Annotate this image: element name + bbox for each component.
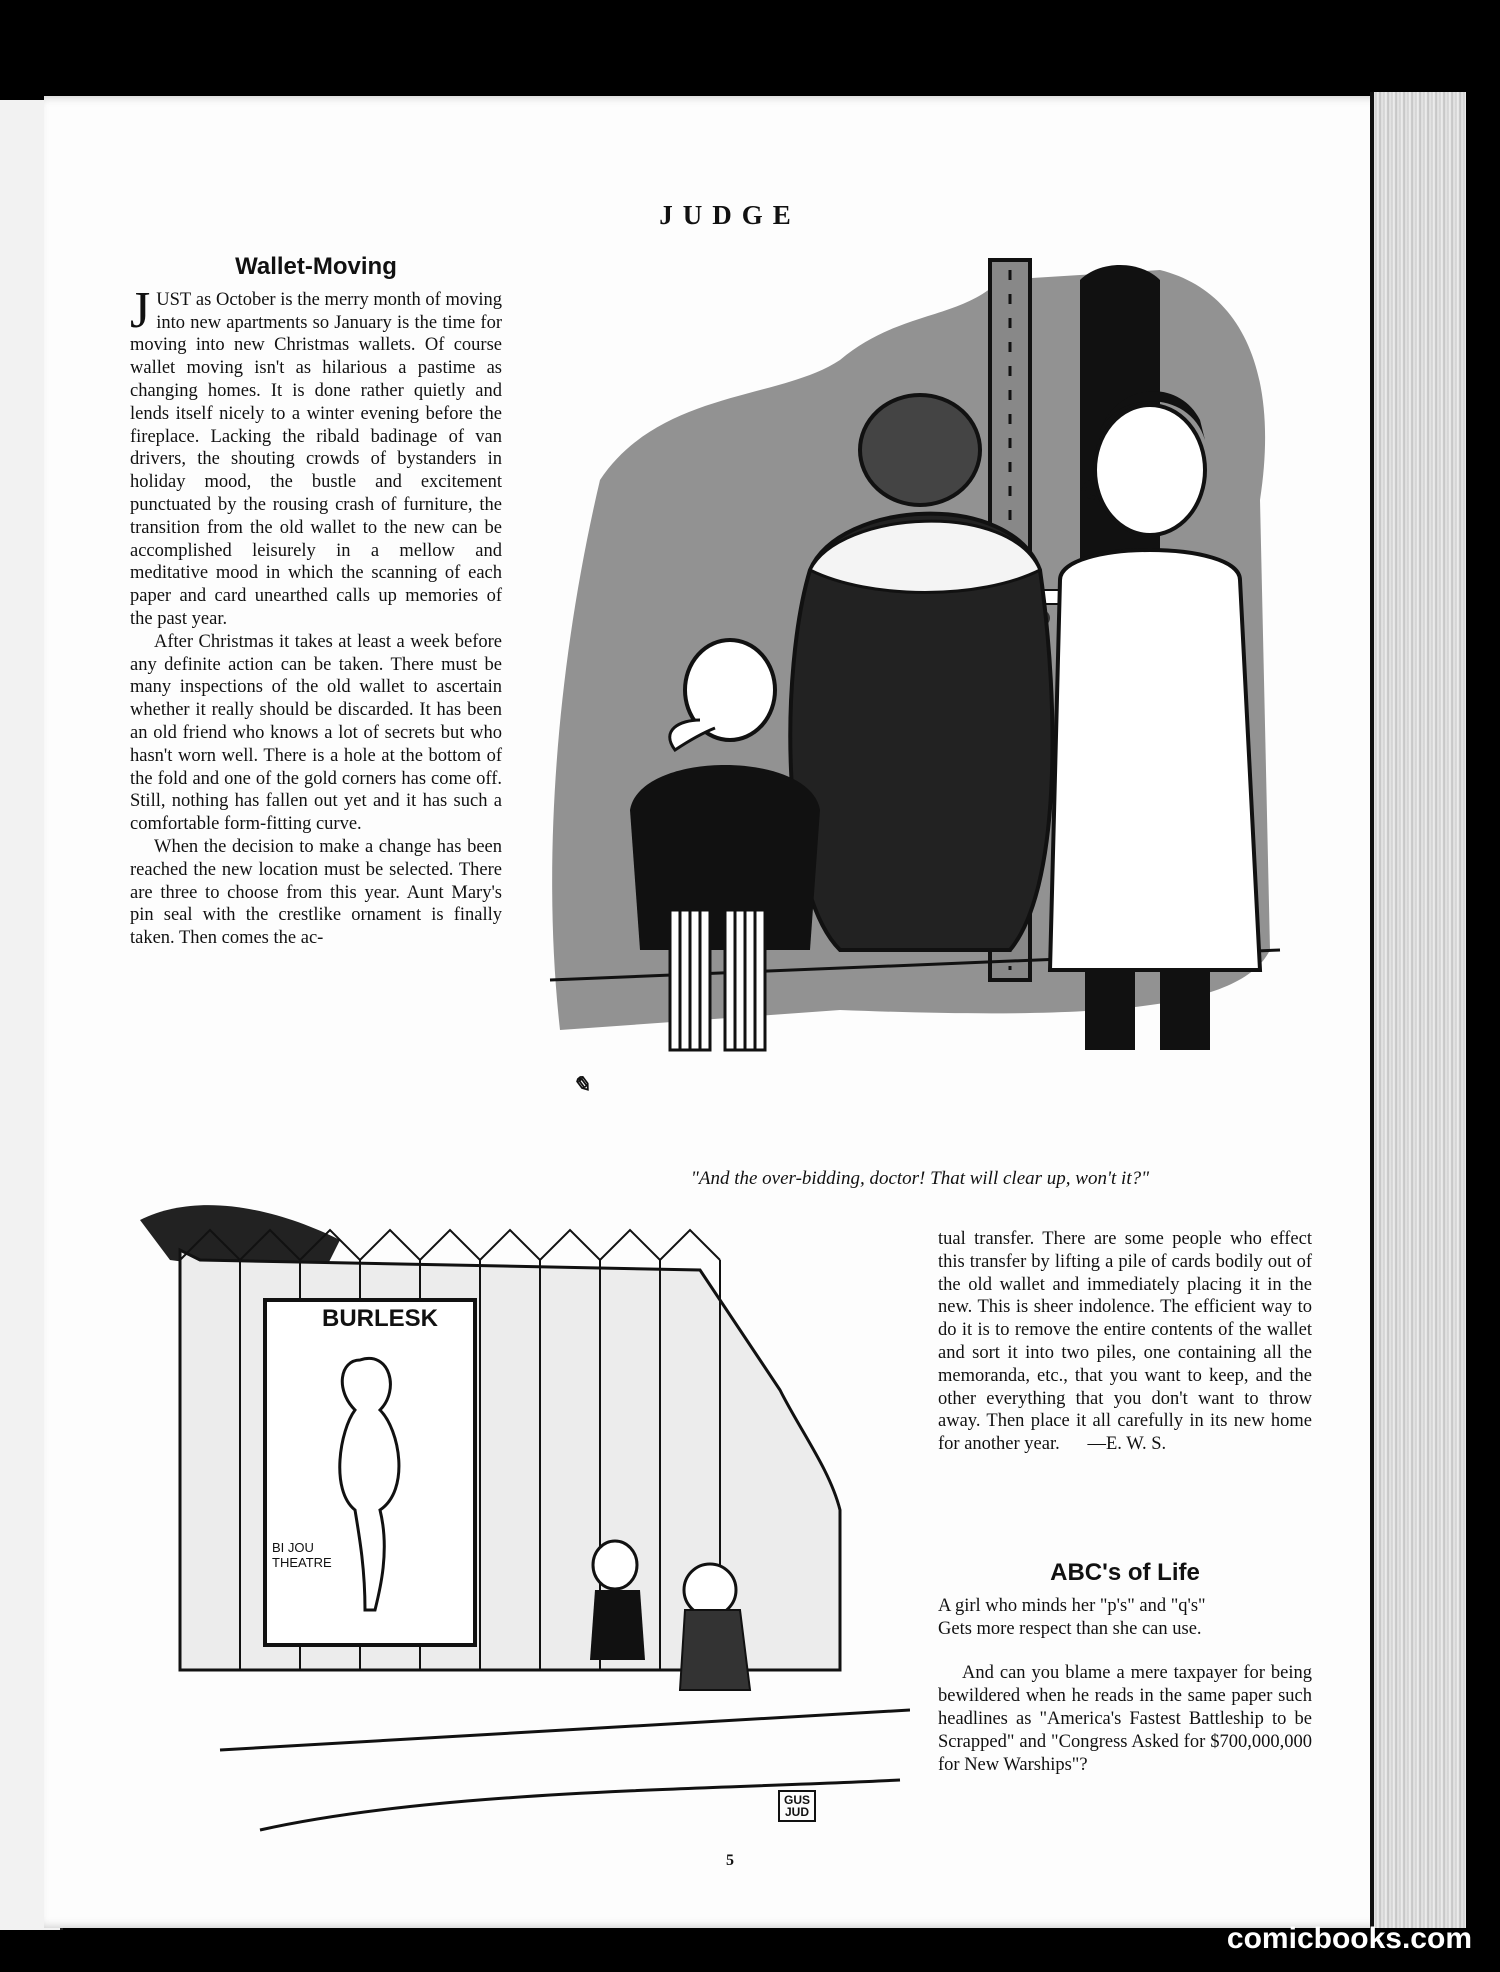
abc-verse	[938, 1595, 1312, 1641]
cartoon-doctor-illustration	[540, 250, 1300, 1130]
page-stack-edges	[1370, 92, 1466, 1928]
page-number: 5	[726, 1852, 734, 1869]
cartoon-fence-illustration	[140, 1190, 910, 1850]
cartoon-caption: "And the over-bidding, doctor! That will clear up, won't it?"	[690, 1168, 1150, 1189]
poster-title: BURLESK	[321, 1305, 438, 1332]
monogram-line-1: GUS	[784, 1793, 811, 1807]
abc-verse-line-1: A girl who minds her "p's" and "q's"	[938, 1595, 1206, 1616]
masthead: JUDGE	[659, 200, 801, 230]
article-paragraph-3: When the decision to make a change has been reached the new location must be selected. There are three to choose from this year. Aunt Mary's pin seal with the crestlike ornament is finally taken. Then comes the ac-	[130, 836, 502, 949]
article-column-left	[130, 253, 502, 950]
artist-monogram	[778, 1790, 816, 1822]
continuation-body: tual transfer. There are some people who effect this transfer by lifting a pile of cards bodily out of the old wallet and immediately placing it in the new. This is sheer indolence. The efficient way to do it is to remove the entire contents of the wallet and sort it into two piles, one containing all the memoranda, etc., that you want to keep, and the other everything that you don't want to throw away. Then place it all carefully in its new home for another year.	[938, 1229, 1312, 1455]
poster-venue-line-1: BI JOU	[272, 1540, 314, 1555]
abc-paragraph: And can you blame a mere taxpayer for being bewildered when he reads in the same paper such headlines as "America's Fastest Battleship to be Scrapped" and "Congress Asked for $700,000,000 for New Warships"?	[938, 1663, 1312, 1775]
monogram-line-2: JUD	[785, 1805, 810, 1819]
article-byline: —E. W. S.	[1087, 1434, 1167, 1455]
drop-cap: J	[130, 281, 151, 339]
poster-venue-line-2: THEATRE	[272, 1555, 332, 1570]
abc-verse-line-2: Gets more respect than she can use.	[938, 1618, 1202, 1639]
poster-venue	[272, 1540, 332, 1570]
site-watermark: comicbooks.com	[1226, 1922, 1472, 1955]
abc-section	[938, 1559, 1312, 1776]
article-continuation	[938, 1228, 1312, 1456]
article-title: Wallet-Moving	[235, 253, 397, 280]
first-word: UST	[156, 289, 192, 310]
artist-signature: ✎	[572, 1072, 591, 1097]
abc-title: ABC's of Life	[1050, 1559, 1200, 1586]
paragraph-1-text: as October is the merry month of moving into new apartments so January is the time for moving into new Christmas wallets. Of course wallet moving isn't as hilarious a pastime as changing homes. It is done rather quietly and lends itself nicely to a winter evening before the fireplace. Lacking the ribald badinage of van drivers, the shouting crowds of bystanders in holiday mood, the bustle and excitement punctuated by the rousing crash of furniture, the transition from the old wallet to the new can be accomplished leisurely in a mellow and meditative mood in which the scanning of each paper and card unearthed calls up memories of the past year.	[130, 289, 502, 629]
continuation-text	[938, 1228, 1312, 1456]
article-paragraph-1	[130, 281, 502, 631]
article-paragraph-2: After Christmas it takes at least a week before any definite action can be taken. There must be many inspections of the old wallet to ascertain whether it really should be discarded. It has been an old friend who knows a lot of secrets but who hasn't worn well. There is a hole at the bottom of the fold and one of the gold corners has come off. Still, nothing has fallen out yet and it has such a comfortable form-fitting curve.	[130, 631, 502, 835]
